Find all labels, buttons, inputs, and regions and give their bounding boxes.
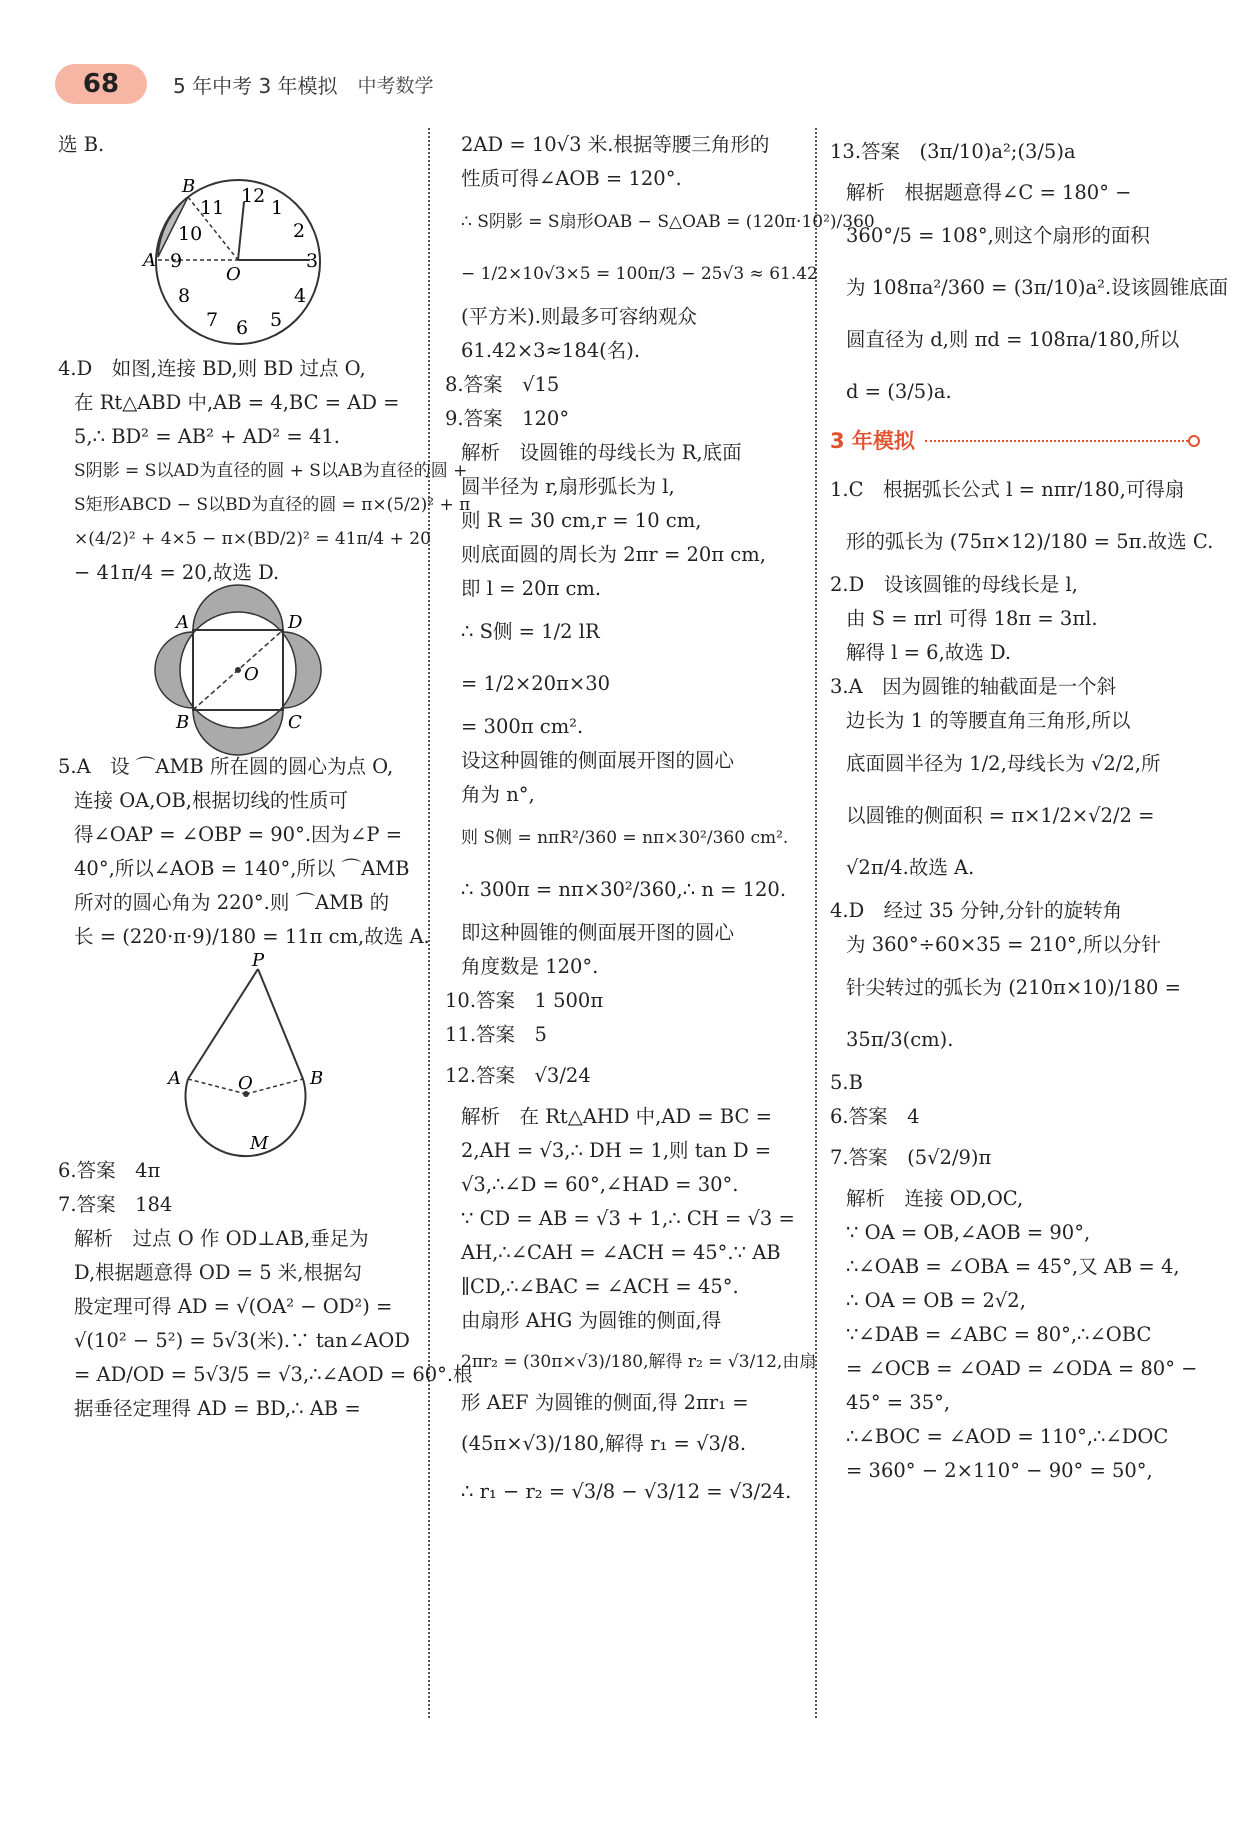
text-line: ∴ r₁ − r₂ = √3/8 − √3/12 = √3/24.	[461, 1480, 792, 1503]
text-line: 解得 l = 6,故选 D.	[846, 641, 1012, 664]
text-line: 6.答案 4π	[58, 1159, 161, 1182]
point-label: D	[288, 612, 303, 633]
text-line: 2.D 设该圆锥的母线长是 l,	[830, 573, 1078, 596]
text-line: √3,∴∠D = 60°,∠HAD = 30°.	[461, 1173, 739, 1196]
point-label: B	[310, 1068, 324, 1089]
text-line: 在 Rt△ABD 中,AB = 4,BC = AD =	[74, 391, 400, 414]
clock-number: 7	[206, 309, 219, 331]
page-header	[55, 62, 434, 106]
text-line: 边长为 1 的等腰直角三角形,所以	[846, 709, 1131, 732]
text-line: ∴ S阴影 = S扇形OAB − S△OAB = (120π·10²)/360	[461, 212, 875, 232]
section-title: 3 年模拟	[830, 429, 915, 453]
text-line: = 360° − 2×110° − 90° = 50°,	[846, 1459, 1153, 1482]
text-line: 2πr₂ = (30π×√3)/180,解得 r₂ = √3/12,由扇	[461, 1352, 817, 1372]
text-line: ∥CD,∴∠BAC = ∠ACH = 45°.	[461, 1275, 739, 1298]
text-line: 解析 连接 OD,OC,	[846, 1187, 1024, 1210]
clock-number: 1	[271, 197, 284, 219]
text-line: 长 = (220·π·9)/180 = 11π cm,故选 A.	[74, 925, 430, 948]
text-line: AH,∴∠CAH = ∠ACH = 45°.∵ AB	[461, 1241, 781, 1264]
section-heading	[830, 424, 1200, 458]
text-line: 则底面圆的周长为 2πr = 20π cm,	[461, 543, 766, 566]
text-line: 所对的圆心角为 220°.则 ⌒AMB 的	[74, 891, 390, 914]
text-line: 45° = 35°,	[846, 1391, 951, 1414]
text-line: 圆半径为 r,扇形弧长为 l,	[461, 475, 675, 498]
text-line: 则 S侧 = nπR²/360 = nπ×30²/360 cm².	[461, 828, 789, 848]
text-line: ∴ 300π = nπ×30²/360,∴ n = 120.	[461, 878, 787, 901]
clock-number: 4	[294, 285, 307, 307]
text-line: 为 360°÷60×35 = 210°,所以分针	[846, 933, 1161, 956]
text-line: ∵ CD = AB = √3 + 1,∴ CH = √3 =	[461, 1207, 795, 1230]
text-line: 则 R = 30 cm,r = 10 cm,	[461, 509, 702, 532]
clock-number: 11	[200, 197, 225, 219]
text-line: 由扇形 AHG 为圆锥的侧面,得	[461, 1309, 722, 1332]
text-line: (45π×√3)/180,解得 r₁ = √3/8.	[461, 1432, 747, 1455]
clock-number: 12	[241, 185, 266, 207]
section-ring-icon	[1188, 435, 1200, 447]
text-line: ∵ OA = OB,∠AOB = 90°,	[846, 1221, 1091, 1244]
subject-label: 中考数学	[357, 74, 434, 97]
text-line: 设这种圆锥的侧面展开图的圆心	[461, 749, 735, 772]
text-line: d = (3/5)a.	[846, 380, 952, 403]
text-line: 4.D 经过 35 分钟,分针的旋转角	[830, 899, 1123, 922]
rectangle-circles-figure	[118, 590, 358, 750]
page-number: 68	[55, 64, 147, 104]
text-line: 角为 n°,	[461, 783, 535, 806]
text-line: 为 108πa²/360 = (3π/10)a².设该圆锥底面	[846, 276, 1229, 299]
text-line: 5,∴ BD² = AB² + AD² = 41.	[74, 425, 340, 448]
text-line: 2,AH = √3,∴ DH = 1,则 tan D =	[461, 1139, 772, 1162]
text-line: 10.答案 1 500π	[445, 989, 604, 1012]
text-line: ∵∠DAB = ∠ABC = 80°,∴∠OBC	[846, 1323, 1152, 1346]
text-line: (平方米).则最多可容纳观众	[461, 305, 697, 328]
point-label: A	[168, 1068, 181, 1089]
point-label: A	[176, 612, 189, 633]
text-line: 7.答案 184	[58, 1193, 173, 1216]
column-divider	[815, 128, 817, 1718]
text-line: ∴∠OAB = ∠OBA = 45°,又 AB = 4,	[846, 1255, 1180, 1278]
text-line: 8.答案 √15	[445, 373, 560, 396]
text-line: 由 S = πrl 可得 18π = 3πl.	[846, 607, 1098, 630]
clock-number: 9	[170, 250, 183, 272]
text-line: − 1/2×10√3×5 = 100π/3 − 25√3 ≈ 61.42	[461, 264, 818, 284]
text-line: 据垂径定理得 AD = BD,∴ AB =	[74, 1397, 361, 1420]
text-line: √(10² − 5²) = 5√3(米).∵ tan∠AOD	[74, 1329, 410, 1352]
point-label: P	[252, 950, 265, 971]
text-line: ∴ OA = OB = 2√2,	[846, 1289, 1026, 1312]
text-line: 股定理可得 AD = √(OA² − OD²) =	[74, 1295, 393, 1318]
text-line: 针尖转过的弧长为 (210π×10)/180 =	[846, 976, 1181, 999]
text-line: 角度数是 120°.	[461, 955, 599, 978]
section-rule	[925, 440, 1188, 442]
text-line: 解析 过点 O 作 OD⊥AB,垂足为	[74, 1227, 369, 1250]
text-line: = 1/2×20π×30	[461, 672, 611, 695]
text-line: 即这种圆锥的侧面展开图的圆心	[461, 921, 735, 944]
point-label: M	[250, 1133, 269, 1154]
text-line: 1.C 根据弧长公式 l = nπr/180,可得扇	[830, 478, 1185, 501]
point-label: B	[182, 176, 196, 197]
text-line: 形 AEF 为圆锥的侧面,得 2πr₁ =	[461, 1391, 749, 1414]
text-line: ∴∠BOC = ∠AOD = 110°,∴∠DOC	[846, 1425, 1169, 1448]
point-label: O	[238, 1073, 253, 1094]
column-1	[58, 128, 473, 1426]
book-title: 5 年中考 3 年模拟	[173, 73, 338, 98]
text-line: 4.D 如图,连接 BD,则 BD 过点 O,	[58, 357, 366, 380]
point-label: A	[143, 250, 156, 271]
text-line: 圆直径为 d,则 πd = 108πa/180,所以	[846, 328, 1180, 351]
text-line: 以圆锥的侧面积 = π×1/2×√2/2 =	[846, 804, 1155, 827]
text-line: 性质可得∠AOB = 120°.	[461, 167, 682, 190]
text-line: = ∠OCB = ∠OAD = ∠ODA = 80° −	[846, 1357, 1198, 1380]
text-line: = 300π cm².	[461, 715, 584, 738]
text-line: − 41π/4 = 20,故选 D.	[74, 561, 280, 584]
text-line: √2π/4.故选 A.	[846, 856, 975, 879]
text-line: 选 B.	[58, 133, 105, 156]
point-label: O	[226, 264, 241, 285]
text-line: 360°/5 = 108°,则这个扇形的面积	[846, 224, 1150, 247]
text-line: 5.A 设 ⌒AMB 所在圆的圆心为点 O,	[58, 755, 394, 778]
column-3	[830, 128, 1229, 1488]
text-line: ∴ S侧 = 1/2 lR	[461, 620, 600, 643]
point-label: C	[288, 712, 302, 733]
text-line: 61.42×3≈184(名).	[461, 339, 641, 362]
text-line: 3.A 因为圆锥的轴截面是一个斜	[830, 675, 1117, 698]
text-line: 解析 在 Rt△AHD 中,AD = BC =	[461, 1105, 772, 1128]
text-line: 即 l = 20π cm.	[461, 577, 602, 600]
text-line: 解析 根据题意得∠C = 180° −	[846, 181, 1132, 204]
text-line: 形的弧长为 (75π×12)/180 = 5π.故选 C.	[846, 530, 1214, 553]
text-line: 9.答案 120°	[445, 407, 570, 430]
text-line: 底面圆半径为 1/2,母线长为 √2/2,所	[846, 752, 1161, 775]
text-line: 5.B	[830, 1071, 863, 1094]
text-line: 12.答案 √3/24	[445, 1064, 591, 1087]
clock-figure	[118, 162, 358, 352]
text-line: 7.答案 (5√2/9)π	[830, 1146, 992, 1169]
text-line: 6.答案 4	[830, 1105, 920, 1128]
clock-number: 6	[236, 317, 249, 339]
text-line: 连接 OA,OB,根据切线的性质可	[74, 789, 348, 812]
clock-number: 3	[306, 250, 319, 272]
text-line: D,根据题意得 OD = 5 米,根据勾	[74, 1261, 362, 1284]
text-line: S矩形ABCD − S以BD为直径的圆 = π×(5/2)² + π	[74, 495, 471, 515]
text-line: 2AD = 10√3 米.根据等腰三角形的	[461, 133, 770, 156]
clock-number: 2	[293, 220, 306, 242]
clock-number: 10	[178, 223, 203, 245]
text-line: 11.答案 5	[445, 1023, 547, 1046]
text-line: = AD/OD = 5√3/5 = √3,∴∠AOD = 60°.根	[74, 1363, 473, 1386]
text-line: S阴影 = S以AD为直径的圆 + S以AB为直径的圆 +	[74, 461, 468, 481]
clock-number: 5	[270, 309, 283, 331]
text-line: 得∠OAP = ∠OBP = 90°.因为∠P =	[74, 823, 403, 846]
text-line: 13.答案 (3π/10)a²;(3/5)a	[830, 140, 1076, 163]
text-line: 解析 设圆锥的母线长为 R,底面	[461, 441, 742, 464]
text-line: ×(4/2)² + 4×5 − π×(BD/2)² = 41π/4 + 20	[74, 529, 431, 549]
clock-number: 8	[178, 285, 191, 307]
text-line: 40°,所以∠AOB = 140°,所以 ⌒AMB	[74, 857, 410, 880]
text-line: 35π/3(cm).	[846, 1028, 954, 1051]
tangent-figure	[118, 950, 358, 1154]
point-label: O	[244, 664, 259, 685]
point-label: B	[176, 712, 190, 733]
